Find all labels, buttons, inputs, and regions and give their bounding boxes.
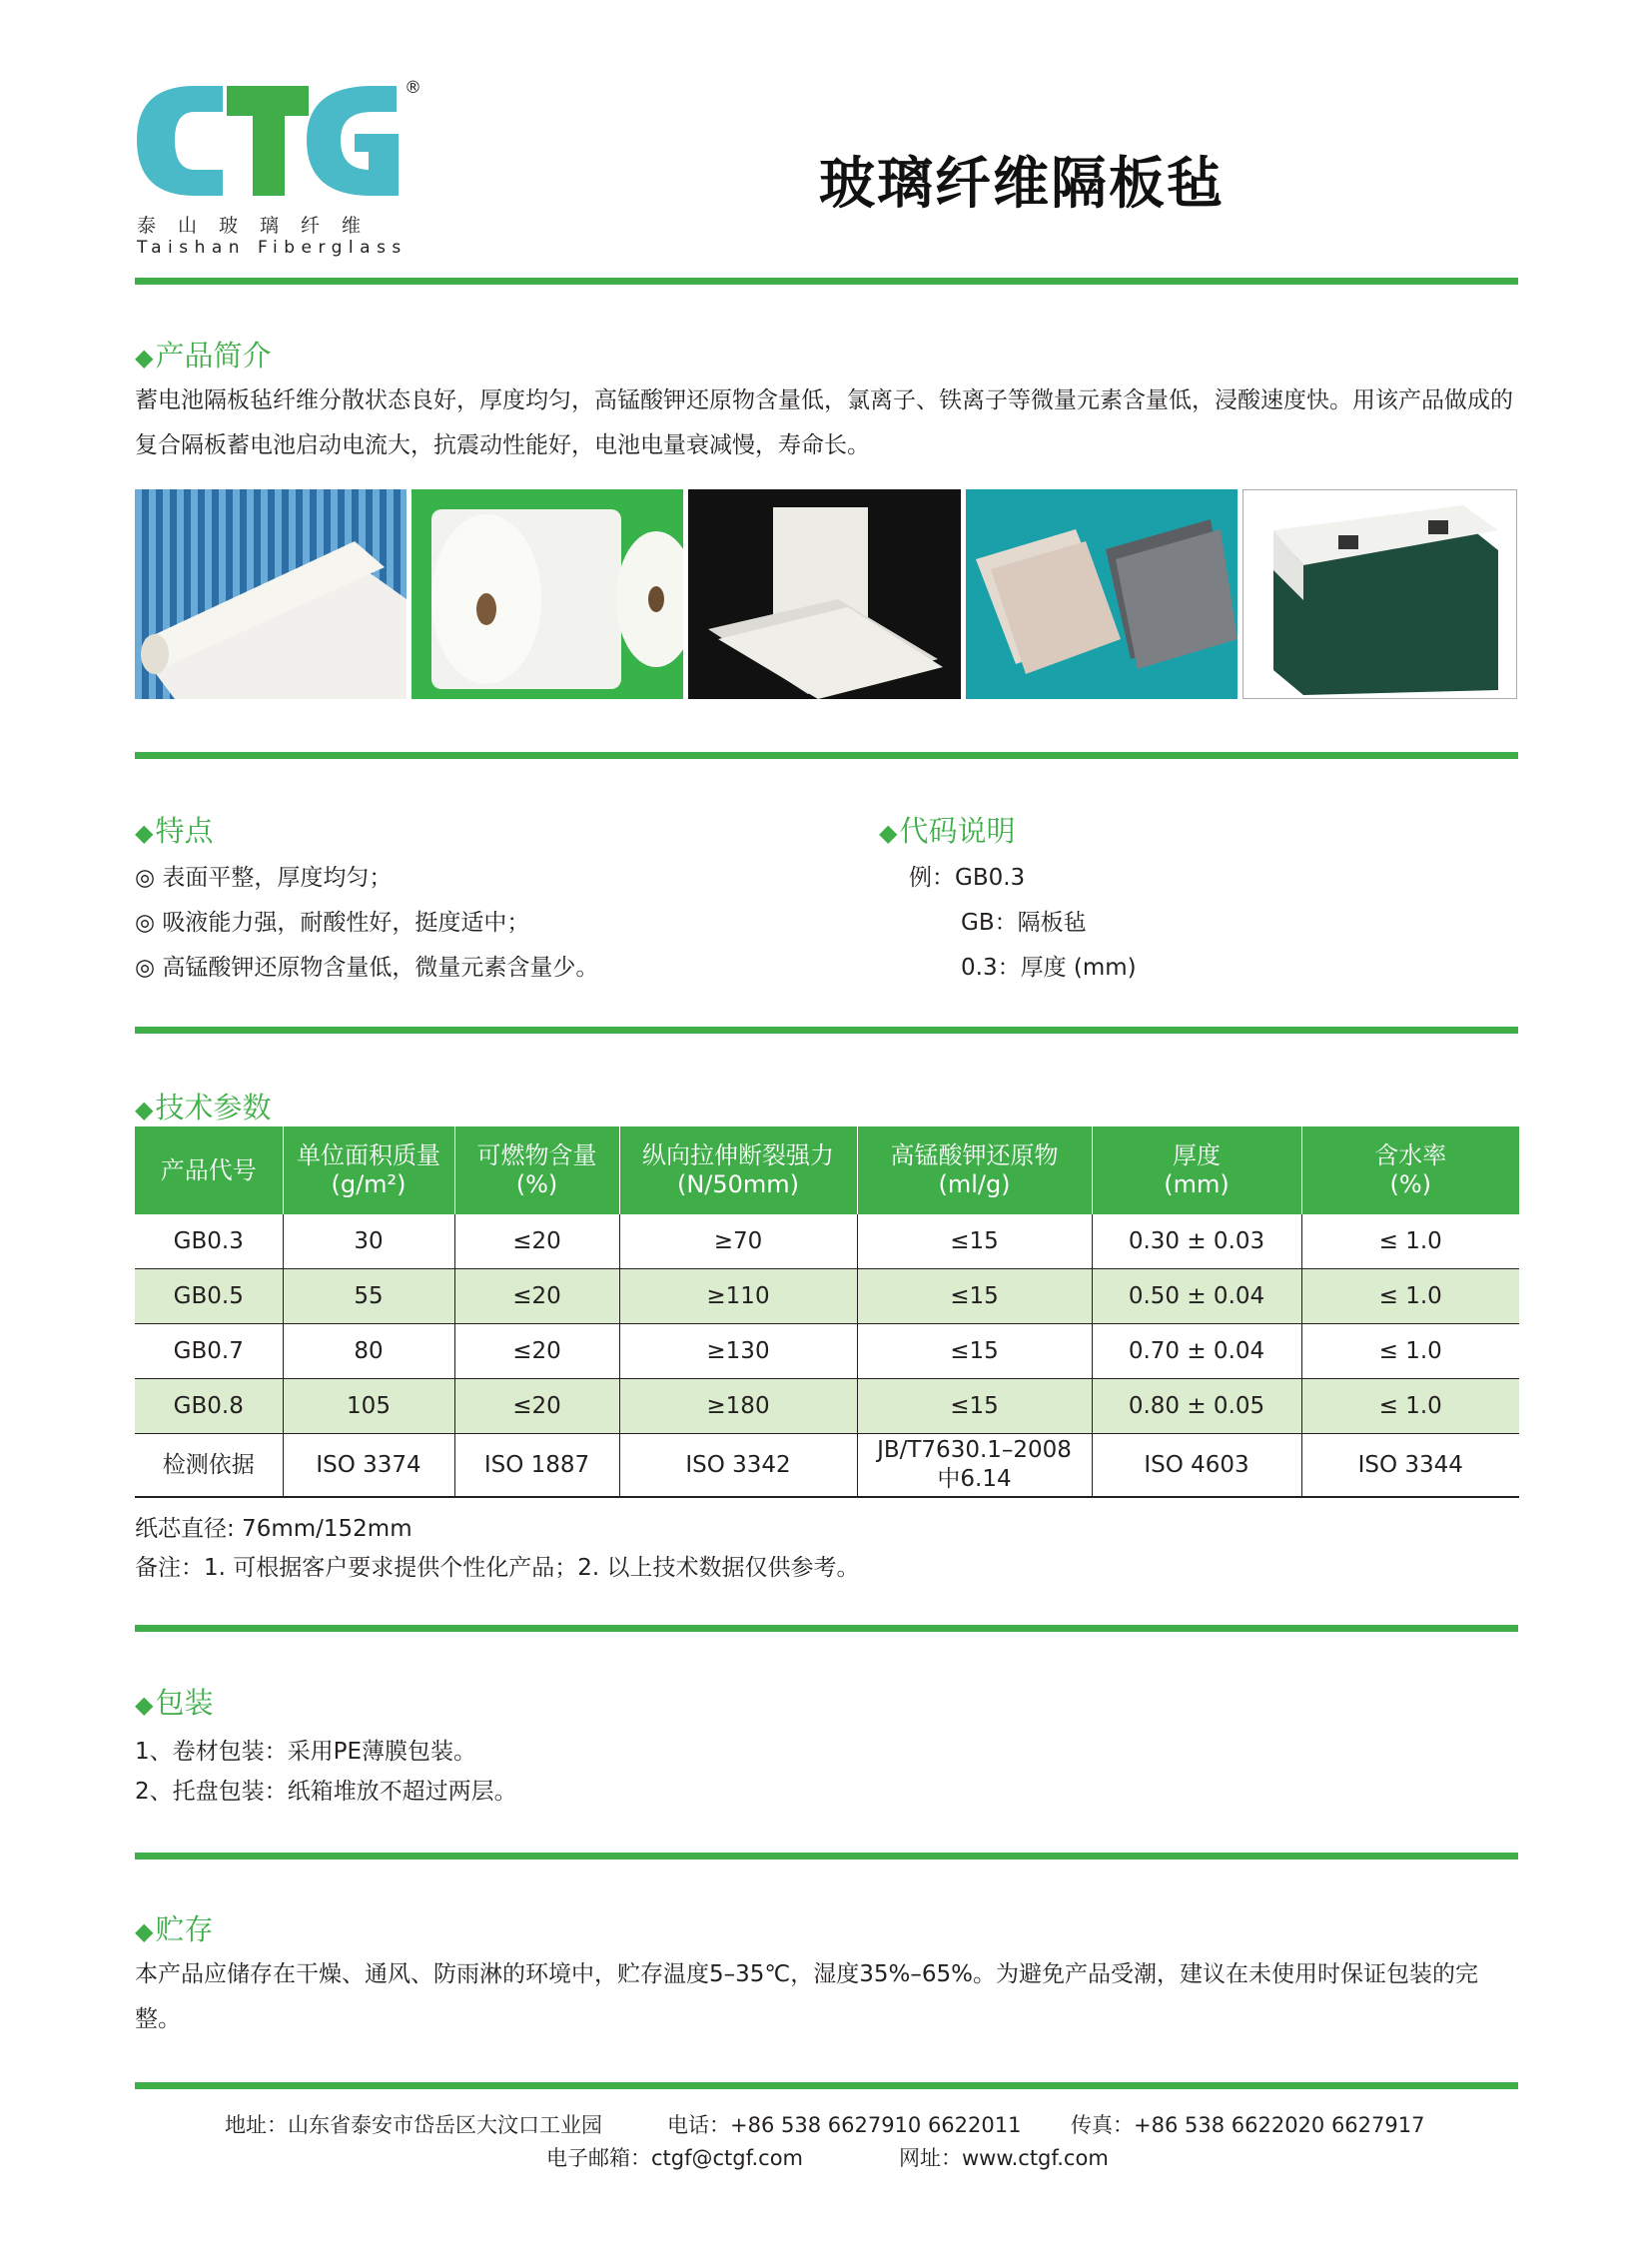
packaging-item: 1、卷材包装：采用PE薄膜包装。 [135,1739,477,1765]
section-divider [135,278,1518,285]
column-header: 可燃物含量 (%) [454,1126,619,1214]
rolls-on-green-background-photo [412,489,683,699]
packaging-item: 2、托盘包装：纸箱堆放不超过两层。 [135,1779,517,1805]
battery-photo [1242,489,1517,699]
table-cell: 检测依据 [135,1434,283,1498]
footer-website[interactable]: 网址：www.ctgf.com [899,2146,1109,2170]
table-cell: ≤20 [454,1214,619,1269]
company-logo [135,78,434,258]
section-divider [135,1625,1518,1632]
table-cell: 0.50 ± 0.04 [1092,1269,1301,1324]
footer-address: 地址：山东省泰安市岱岳区大汶口工业园 [225,2113,602,2137]
footer-email[interactable]: 电子邮箱：ctgf@ctgf.com [546,2146,804,2170]
table-row [135,1379,1519,1434]
features-heading: ◆特点 [135,814,214,848]
table-row [135,1324,1519,1379]
table-cell: ISO 3374 [283,1434,454,1498]
diamond-bullet-icon: ◆ [135,1691,154,1719]
column-header: 单位面积质量 (g/m²) [283,1126,454,1214]
table-cell: ISO 4603 [1092,1434,1301,1498]
table-cell: ≤ 1.0 [1301,1379,1519,1434]
table-row [135,1214,1519,1269]
feature-item: ◎ 吸液能力强，耐酸性好，挺度适中； [135,910,530,936]
diamond-bullet-icon: ◆ [135,819,154,847]
remarks-note: 备注：1. 可根据客户要求提供个性化产品；2. 以上技术数据仅供参考。 [135,1555,860,1581]
table-cell: ≤20 [454,1269,619,1324]
column-header: 高锰酸钾还原物 (ml/g) [857,1126,1092,1214]
section-divider [135,2082,1518,2089]
section-divider [135,1027,1518,1034]
section-divider [135,1853,1518,1860]
table-header-row [135,1126,1519,1214]
ctg-logo-mark [135,78,405,203]
intro-heading: ◆产品简介 [135,339,272,373]
test-basis-row [135,1434,1519,1498]
table-cell: 0.30 ± 0.03 [1092,1214,1301,1269]
mat-sheets-on-black-background-photo [688,489,961,699]
logo-chinese-name: 泰山玻璃纤维 [137,215,384,237]
page-title: 玻璃纤维隔板毡 [819,152,1225,217]
table-cell: 105 [283,1379,454,1434]
table-cell: ≤15 [857,1269,1092,1324]
column-header: 含水率 (%) [1301,1126,1519,1214]
table-cell: ≤ 1.0 [1301,1324,1519,1379]
roll-on-striped-background-photo [135,489,407,699]
table-cell: ≥130 [619,1324,857,1379]
packaging-heading: ◆包装 [135,1686,214,1720]
table-cell: ≤20 [454,1324,619,1379]
table-cell: ≤ 1.0 [1301,1269,1519,1324]
column-header: 厚度 (mm) [1092,1126,1301,1214]
registered-mark: ® [405,78,421,98]
code-thickness-meaning: 0.3：厚度 (mm) [961,955,1137,981]
specs-heading: ◆技术参数 [135,1091,272,1124]
core-diameter-note: 纸芯直径: 76mm/152mm [135,1516,413,1542]
footer-phone: 电话：+86 538 6627910 6622011 [667,2113,1022,2137]
footer-fax: 传真：+86 538 6622020 6627917 [1071,2113,1425,2137]
table-cell: ≥70 [619,1214,857,1269]
table-cell: ≤15 [857,1214,1092,1269]
diamond-bullet-icon: ◆ [135,344,154,372]
section-divider [135,752,1518,759]
table-cell: ≥180 [619,1379,857,1434]
mat-sheets-on-teal-background-photo [966,489,1238,699]
diamond-bullet-icon: ◆ [135,1917,154,1945]
table-cell: ISO 3344 [1301,1434,1519,1498]
intro-paragraph: 蓄电池隔板毡纤维分散状态良好，厚度均匀，高锰酸钾还原物含量低，氯离子、铁离子等微量元素含量低，浸酸速度快。用该产品做成的复合隔板蓄电池启动电流大，抗震动性能好，电池电量衰减慢，寿命长。 [135,387,1513,458]
table-cell: GB0.8 [135,1379,283,1434]
code-heading: ◆代码说明 [879,814,1016,848]
table-cell: GB0.7 [135,1324,283,1379]
feature-item: ◎ 表面平整，厚度均匀； [135,865,393,891]
feature-item: ◎ 高锰酸钾还原物含量低，微量元素含量少。 [135,955,599,981]
table-cell: GB0.3 [135,1214,283,1269]
table-cell: JB/T7630.1–2008 中6.14 [857,1434,1092,1498]
column-header: 纵向拉伸断裂强力 (N/50mm) [619,1126,857,1214]
table-cell: ≤15 [857,1324,1092,1379]
table-cell: ≤ 1.0 [1301,1214,1519,1269]
diamond-bullet-icon: ◆ [135,1096,154,1123]
table-cell: 30 [283,1214,454,1269]
code-example: 例：GB0.3 [909,865,1026,891]
table-row [135,1269,1519,1324]
table-cell: ≤15 [857,1379,1092,1434]
specs-table [135,1126,1519,1498]
table-cell: ISO 1887 [454,1434,619,1498]
table-cell: 0.80 ± 0.05 [1092,1379,1301,1434]
table-cell: ≤20 [454,1379,619,1434]
code-gb-meaning: GB：隔板毡 [961,910,1087,936]
table-cell: ISO 3342 [619,1434,857,1498]
table-cell: GB0.5 [135,1269,283,1324]
column-header: 产品代号 [135,1126,283,1214]
table-cell: 0.70 ± 0.04 [1092,1324,1301,1379]
diamond-bullet-icon: ◆ [879,819,898,847]
logo-english-name: Taishan Fiberglass [137,238,408,258]
table-cell: ≥110 [619,1269,857,1324]
storage-paragraph: 本产品应储存在干燥、通风、防雨淋的环境中，贮存温度5–35℃，湿度35%–65%。为避免产品受潮，建议在未使用时保证包装的完整。 [135,1961,1478,2032]
table-cell: 55 [283,1269,454,1324]
table-cell: 80 [283,1324,454,1379]
storage-heading: ◆贮存 [135,1912,214,1946]
